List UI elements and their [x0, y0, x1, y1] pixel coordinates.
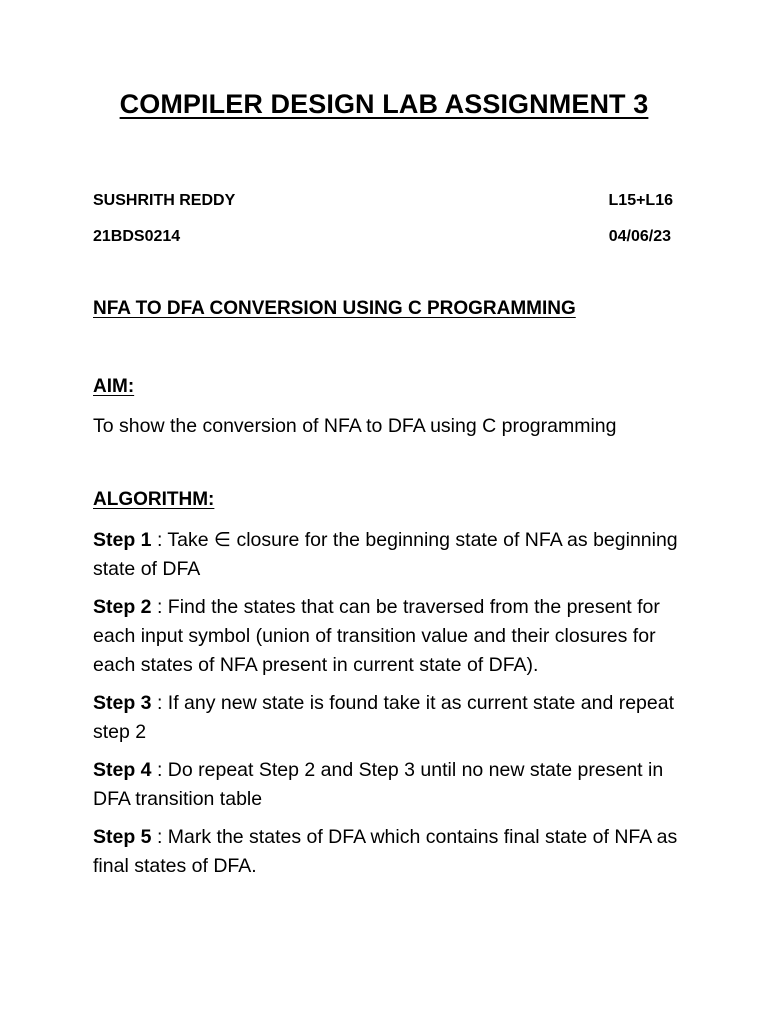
step-1: [93, 526, 683, 584]
step-4: [93, 756, 683, 814]
document-title: COMPILER DESIGN LAB ASSIGNMENT 3: [119, 89, 649, 119]
header-row-name: [93, 192, 673, 210]
step-label: Step 1: [93, 529, 152, 551]
step-5: [93, 823, 683, 881]
author-name: SUSHRITH REDDY: [93, 192, 236, 209]
step-label: Step 2: [93, 596, 152, 618]
submission-date: 04/06/23: [608, 228, 671, 245]
algorithm-heading: ALGORITHM:: [93, 489, 215, 510]
step-3: [93, 689, 683, 747]
aim-heading: AIM:: [93, 376, 135, 397]
step-label: Step 5: [93, 826, 152, 848]
step-label: Step 3: [93, 692, 152, 714]
step-text: : Find the states that can be traversed from the present for each input symbol (union of transition value and their closures for each states of NFA present in current state of DFA).: [93, 596, 660, 676]
step-text: : Mark the states of DFA which contains final state of NFA as final states of DFA.: [93, 826, 678, 877]
step-2: [93, 593, 683, 680]
document-subtitle: NFA TO DFA CONVERSION USING C PROGRAMMING: [93, 298, 576, 319]
aim-text: To show the conversion of NFA to DFA using C programming: [93, 415, 617, 437]
algorithm-steps: [93, 526, 683, 890]
step-text: : Do repeat Step 2 and Step 3 until no new state present in DFA transition table: [93, 759, 664, 810]
registration-number: 21BDS0214: [93, 228, 181, 245]
step-text: : If any new state is found take it as current state and repeat step 2: [93, 692, 674, 743]
step-label: Step 4: [93, 759, 152, 781]
lab-slot: L15+L16: [608, 192, 673, 209]
step-text: : Take ∈ closure for the beginning state of NFA as beginning state of DFA: [93, 529, 678, 580]
header-row-id: [93, 228, 673, 246]
